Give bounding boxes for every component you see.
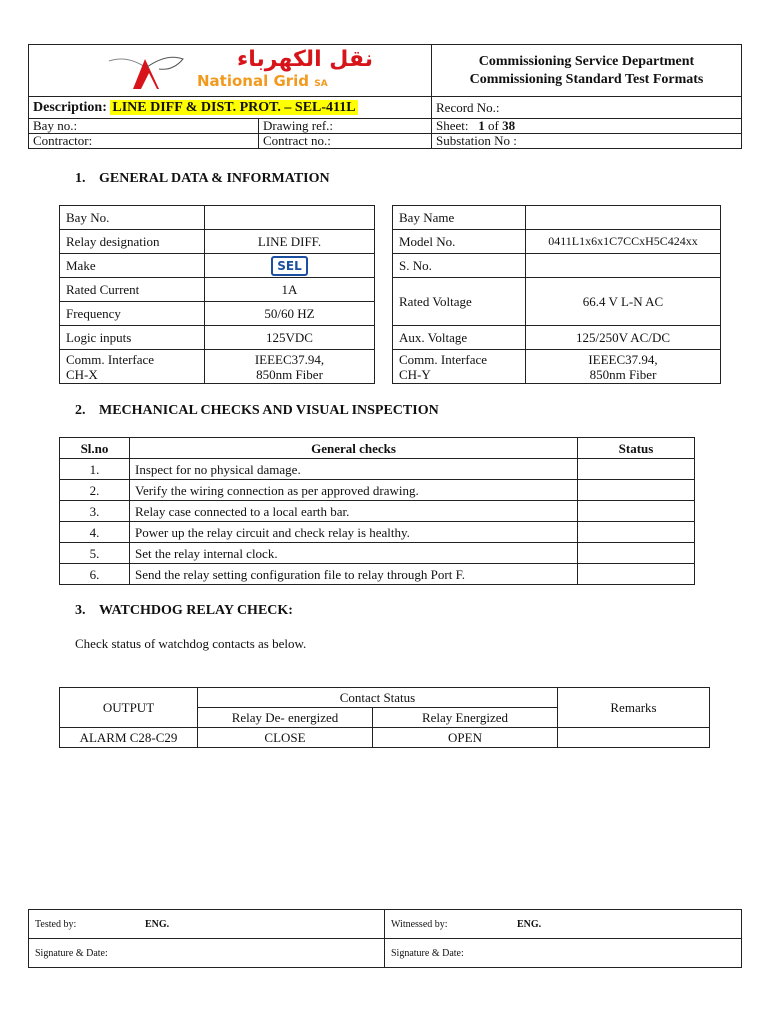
section2-title: MECHANICAL CHECKS AND VISUAL INSPECTION bbox=[99, 403, 439, 418]
section1-title: GENERAL DATA & INFORMATION bbox=[99, 171, 330, 186]
watchdog-table bbox=[59, 687, 710, 748]
de-energized-value: CLOSE bbox=[198, 728, 373, 748]
logo-suffix-text: SA bbox=[314, 79, 328, 89]
description-label: Description: bbox=[33, 99, 107, 115]
aux-voltage-label: Aux. Voltage bbox=[393, 326, 526, 350]
output-value: ALARM C28-C29 bbox=[60, 728, 198, 748]
comm-interface-y-label-line2: CH-Y bbox=[399, 366, 431, 382]
relay-designation-label: Relay designation bbox=[60, 230, 205, 254]
table-row bbox=[60, 543, 695, 564]
description-value: LINE DIFF & DIST. PROT. – SEL-411L bbox=[112, 99, 356, 115]
tested-by-eng: ENG. bbox=[145, 918, 170, 930]
signature-date-right[interactable]: Signature & Date: bbox=[385, 939, 742, 968]
logic-inputs-value: 125VDC bbox=[205, 326, 375, 350]
logo-arabic-text: نقل الكهرباء bbox=[237, 47, 373, 72]
comm-interface-y-value-line1: IEEEC37.94, bbox=[588, 351, 658, 367]
formats-title: Commissioning Standard Test Formats bbox=[469, 71, 704, 87]
section1-number: 1. bbox=[75, 171, 86, 186]
table-row bbox=[60, 459, 695, 480]
comm-interface-x-value-line1: IEEEC37.94, bbox=[254, 351, 325, 367]
energized-value: OPEN bbox=[373, 728, 558, 748]
col-header-slno: Sl.no bbox=[60, 438, 130, 459]
relay-energized-header: Relay Energized bbox=[373, 708, 558, 728]
status-cell[interactable] bbox=[578, 564, 695, 585]
bay-name-label: Bay Name bbox=[393, 206, 526, 230]
s-no-value[interactable] bbox=[526, 254, 721, 278]
table-row bbox=[60, 564, 695, 585]
sheet-of: of bbox=[488, 118, 499, 133]
rated-voltage-value: 66.4 V L-N AC bbox=[526, 278, 721, 326]
bay-name-value[interactable] bbox=[526, 206, 721, 230]
tested-by-cell[interactable] bbox=[29, 910, 385, 939]
contact-status-header: Contact Status bbox=[198, 688, 558, 708]
row-number: 2. bbox=[60, 480, 130, 501]
check-text: Set the relay internal clock. bbox=[130, 543, 578, 564]
section3-number: 3. bbox=[75, 603, 86, 618]
logo-cell bbox=[29, 45, 432, 97]
rated-current-label: Rated Current bbox=[60, 278, 205, 302]
aux-voltage-value: 125/250V AC/DC bbox=[526, 326, 721, 350]
make-label: Make bbox=[60, 254, 205, 278]
sheet-number: 1 bbox=[478, 118, 485, 133]
comm-interface-x-label-line1: Comm. Interface bbox=[66, 351, 155, 367]
bay-no-label: Bay No. bbox=[60, 206, 205, 230]
status-cell[interactable] bbox=[578, 522, 695, 543]
col-header-general-checks: General checks bbox=[130, 438, 578, 459]
section3-title: WATCHDOG RELAY CHECK: bbox=[99, 603, 293, 618]
logo-emblem-icon bbox=[107, 51, 187, 91]
sheet-cell bbox=[432, 119, 742, 134]
section2-heading bbox=[75, 403, 439, 419]
frequency-label: Frequency bbox=[60, 302, 205, 326]
sel-logo: SEL bbox=[271, 256, 308, 276]
check-text: Inspect for no physical damage. bbox=[130, 459, 578, 480]
contract-no-field[interactable]: Contract no.: bbox=[259, 134, 432, 149]
make-value bbox=[205, 254, 375, 278]
row-number: 4. bbox=[60, 522, 130, 543]
drawing-ref-field[interactable]: Drawing ref.: bbox=[259, 119, 432, 134]
comm-interface-y-value-line2: 850nm Fiber bbox=[589, 366, 657, 382]
sheet-total: 38 bbox=[502, 118, 516, 133]
status-cell[interactable] bbox=[578, 459, 695, 480]
table-row bbox=[60, 522, 695, 543]
output-header: OUTPUT bbox=[60, 688, 198, 728]
row-number: 3. bbox=[60, 501, 130, 522]
bay-no-field[interactable]: Bay no.: bbox=[29, 119, 259, 134]
col-header-status: Status bbox=[578, 438, 695, 459]
table-row bbox=[60, 480, 695, 501]
section2-number: 2. bbox=[75, 403, 86, 418]
sheet-label: Sheet: bbox=[436, 118, 469, 133]
tested-by-label: Tested by: bbox=[35, 918, 77, 930]
bay-no-value[interactable] bbox=[205, 206, 375, 230]
check-text: Verify the wiring connection as per approved drawing. bbox=[130, 480, 578, 501]
comm-interface-y-value bbox=[526, 350, 721, 384]
section3-heading bbox=[75, 603, 293, 619]
description-cell bbox=[29, 97, 432, 119]
section1-heading bbox=[75, 171, 330, 187]
model-no-value: 0411L1x6x1C7CCxH5C424xx bbox=[526, 230, 721, 254]
rated-current-value: 1A bbox=[205, 278, 375, 302]
witnessed-by-eng: ENG. bbox=[517, 918, 542, 930]
remarks-header: Remarks bbox=[558, 688, 710, 728]
comm-interface-y-label-line1: Comm. Interface bbox=[399, 351, 488, 367]
row-number: 1. bbox=[60, 459, 130, 480]
check-text: Relay case connected to a local earth bar. bbox=[130, 501, 578, 522]
remarks-value[interactable] bbox=[558, 728, 710, 748]
department-title: Commissioning Service Department bbox=[478, 53, 695, 69]
model-no-label: Model No. bbox=[393, 230, 526, 254]
signature-date-left[interactable]: Signature & Date: bbox=[29, 939, 385, 968]
witnessed-by-label: Witnessed by: bbox=[391, 918, 448, 930]
record-no-field[interactable]: Record No.: bbox=[432, 97, 742, 119]
general-data-left-table bbox=[59, 205, 375, 384]
logic-inputs-label: Logic inputs bbox=[60, 326, 205, 350]
row-number: 6. bbox=[60, 564, 130, 585]
department-cell bbox=[432, 45, 742, 97]
contractor-field[interactable]: Contractor: bbox=[29, 134, 259, 149]
relay-designation-value: LINE DIFF. bbox=[205, 230, 375, 254]
status-cell[interactable] bbox=[578, 501, 695, 522]
status-cell[interactable] bbox=[578, 480, 695, 501]
comm-interface-y-label bbox=[393, 350, 526, 384]
comm-interface-x-label-line2: CH-X bbox=[66, 366, 98, 382]
frequency-value: 50/60 HZ bbox=[205, 302, 375, 326]
s-no-label: S. No. bbox=[393, 254, 526, 278]
table-row bbox=[60, 501, 695, 522]
comm-interface-x-value-line2: 850nm Fiber bbox=[256, 366, 323, 382]
row-number: 5. bbox=[60, 543, 130, 564]
company-logo bbox=[107, 47, 377, 93]
table-row bbox=[60, 728, 710, 748]
check-text: Power up the relay circuit and check relay is healthy. bbox=[130, 522, 578, 543]
status-cell[interactable] bbox=[578, 543, 695, 564]
comm-interface-x-label bbox=[60, 350, 205, 384]
watchdog-intro-text: Check status of watchdog contacts as below. bbox=[75, 636, 307, 651]
general-data-right-table bbox=[392, 205, 721, 384]
comm-interface-x-value bbox=[205, 350, 375, 384]
mechanical-checks-table bbox=[59, 437, 695, 585]
witnessed-by-cell[interactable] bbox=[385, 910, 742, 939]
signature-table bbox=[28, 909, 742, 968]
relay-de-energized-header: Relay De- energized bbox=[198, 708, 373, 728]
substation-no-field[interactable]: Substation No : bbox=[432, 134, 742, 149]
header-table bbox=[28, 44, 742, 149]
check-text: Send the relay setting configuration file to relay through Port F. bbox=[130, 564, 578, 585]
logo-name-text: National Grid bbox=[197, 72, 310, 90]
rated-voltage-label: Rated Voltage bbox=[393, 278, 526, 326]
